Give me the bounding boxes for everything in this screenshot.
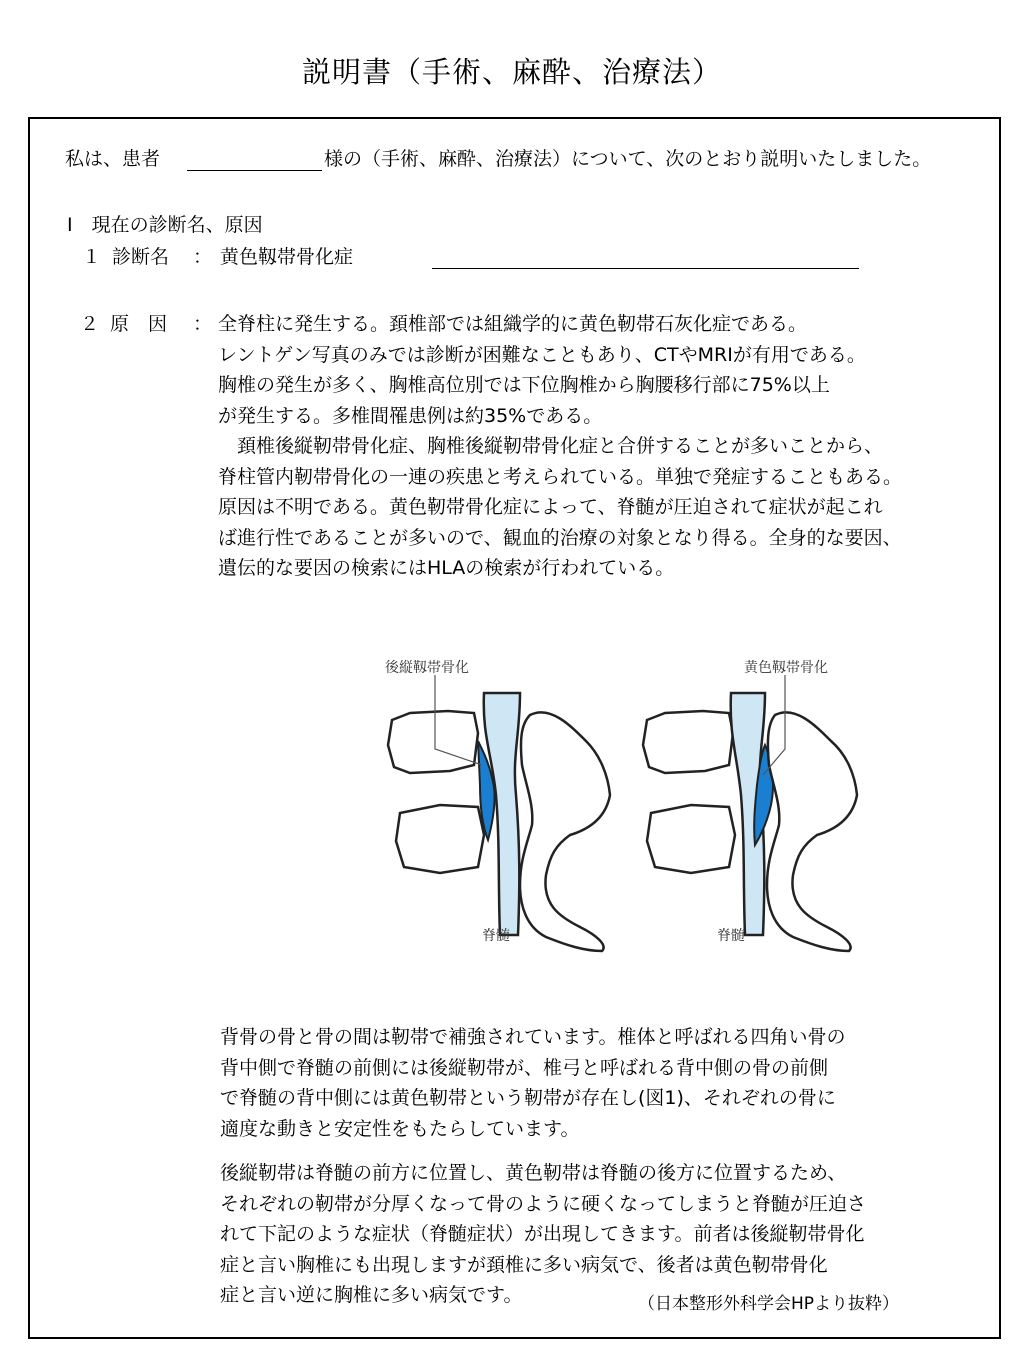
cause-line: 胸椎の発生が多く、胸椎高位別では下位胸椎から胸腰移行部に75%以上 — [218, 374, 830, 396]
cause-line: 原因は不明である。黄色靭帯骨化症によって、脊髄が圧迫されて症状が起これ — [218, 496, 883, 518]
explanation-paragraph-1 — [220, 1022, 845, 1144]
intro-prefix: 私は、患者 — [65, 148, 161, 170]
spine-diagram-svg — [370, 645, 870, 955]
source-citation: （日本整形外科学会HPより抜粋） — [638, 1294, 900, 1314]
vertebral-body-upper — [643, 711, 733, 773]
intro-suffix: 様の（手術、麻酔、治療法）について、次のとおり説明いたしました。 — [324, 148, 932, 170]
cause-text — [218, 309, 902, 584]
cause-line: ば進行性であることが多いので、観血的治療の対象となり得る。全身的な要因、 — [218, 526, 902, 549]
cause-line: 頚椎後縦靭帯骨化症、胸椎後縦靭帯骨化症と合併することが多いことから、 — [218, 435, 884, 457]
lamina — [767, 712, 857, 951]
section-heading: Ⅰ 現在の診断名、原因 — [67, 214, 263, 236]
explanation-paragraph-2 — [220, 1158, 866, 1311]
diagnosis-blank-line[interactable] — [432, 268, 859, 269]
vertebral-body-lower — [647, 805, 735, 873]
document-title: 説明書（手術、麻酔、治療法） — [301, 55, 722, 89]
paragraph-line: 症と言い胸椎にも出現しますが頚椎に多い病気で、後者は黄色靭帯骨化 — [220, 1253, 828, 1276]
cause-label: 原 因 — [110, 313, 168, 335]
diagnosis-number: １ — [82, 246, 102, 268]
vertebral-body-upper — [388, 711, 478, 773]
cause-line: 脊柱管内靭帯骨化の一連の疾患と考えられている。単独で発症することもある。 — [218, 465, 903, 488]
paragraph-line: 適度な動きと安定性をもたらしています。 — [220, 1117, 580, 1140]
right-spine-panel — [643, 675, 857, 951]
cause-line: が発生する。多椎間罹患例は約35%である。 — [218, 404, 603, 427]
paragraph-line: 後縦靭帯は脊髄の前方に位置し、黄色靭帯は脊髄の後方に位置するため、 — [220, 1162, 847, 1184]
left-cord-label: 脊髄 — [482, 928, 510, 944]
paragraph-line: それぞれの靭帯が分厚くなって骨のように硬くなってしまうと脊髄が圧迫さ — [220, 1192, 867, 1215]
right-figure-label: 黄色靱帯骨化 — [744, 660, 828, 676]
left-figure-label: 後縦靱帯骨化 — [385, 660, 469, 676]
paragraph-line: 背中側で脊髄の前側には後縦靭帯が、椎弓と呼ばれる背中側の骨の前側 — [220, 1056, 829, 1079]
diagnosis-colon: ： — [193, 246, 213, 268]
cause-line: 全脊柱に発生する。頚椎部では組織学的に黄色靭帯石灰化症である。 — [218, 313, 808, 335]
cause-colon: ： — [193, 313, 213, 335]
cause-line: レントゲン写真のみでは診断が困難なこともあり、CTやMRIが有用である。 — [218, 343, 866, 366]
diagnosis-value: 黄色靱帯骨化症 — [220, 246, 354, 268]
vertebral-body-lower — [396, 805, 484, 873]
spine-illustration — [370, 645, 870, 955]
lamina — [520, 712, 610, 951]
left-spine-panel — [388, 675, 610, 951]
patient-name-blank[interactable] — [187, 170, 322, 171]
cause-line: 遺伝的な要因の検索にはHLAの検索が行われている。 — [218, 557, 675, 579]
paragraph-line: れて下記のような症状（脊髄症状）が出現してきます。前者は後縦靭帯骨化 — [220, 1223, 865, 1245]
right-cord-label: 脊髄 — [717, 928, 745, 944]
paragraph-line: 症と言い逆に胸椎に多い病気です。 — [220, 1284, 523, 1306]
cause-number: ２ — [80, 313, 100, 335]
paragraph-line: で脊髄の背中側には黄色靭帯という靭帯が存在し(図1)、それぞれの骨に — [220, 1087, 836, 1109]
paragraph-line: 背骨の骨と骨の間は靭帯で補強されています。椎体と呼ばれる四角い骨の — [220, 1026, 846, 1048]
diagnosis-label: 診断名 — [112, 246, 170, 268]
